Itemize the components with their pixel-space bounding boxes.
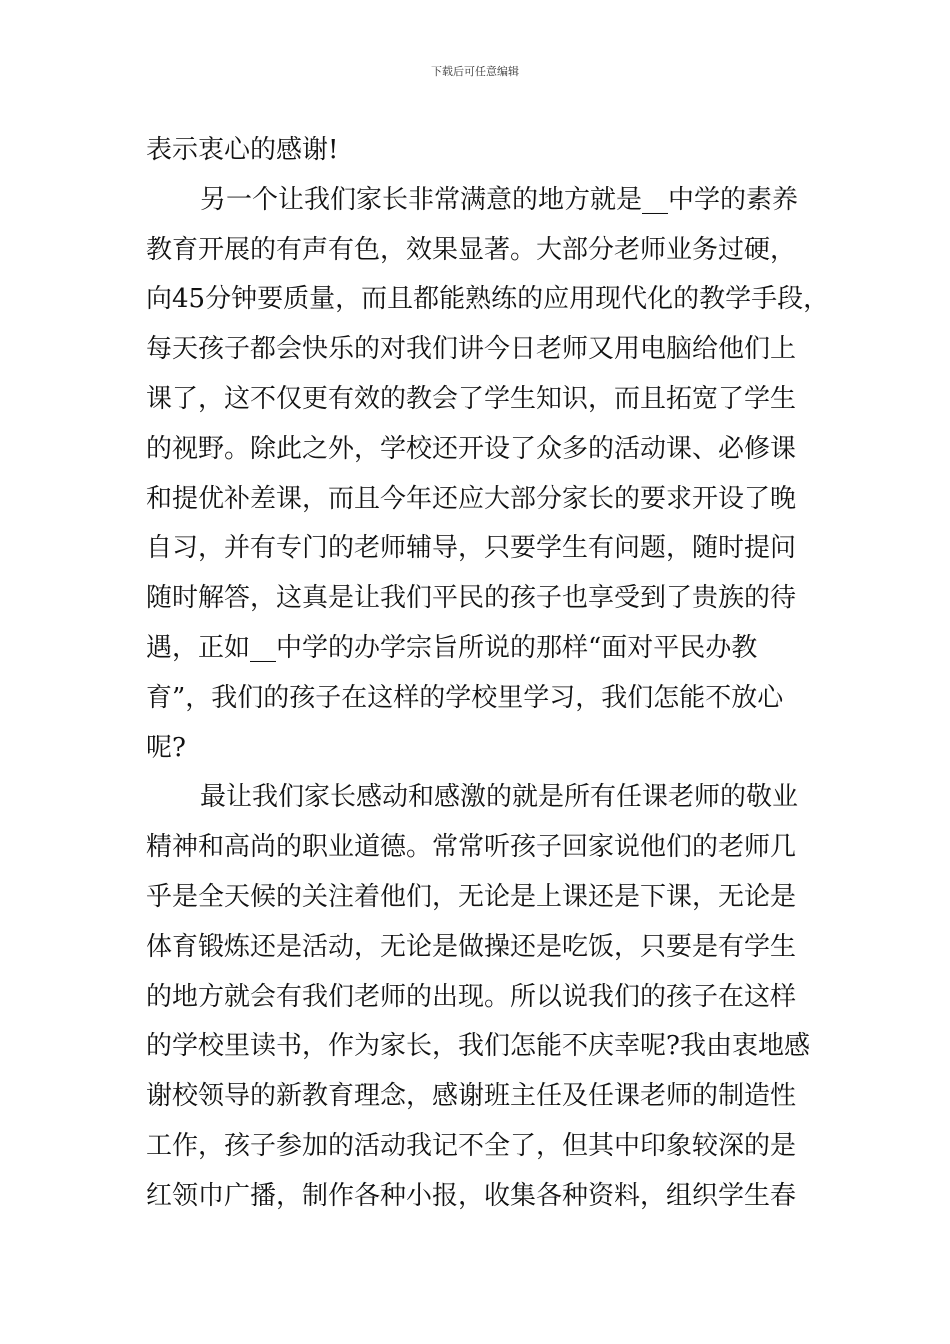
text-line: 遇，正如__中学的办学宗旨所说的那样“面对平民办教	[146, 632, 758, 663]
paragraph-first-line: 另一个让我们家长非常满意的地方就是__中学的素养	[200, 184, 799, 215]
paragraph-first-line: 最让我们家长感动和感激的就是所有任课老师的敬业	[200, 782, 799, 813]
text-line: 每天孩子都会快乐的对我们讲今日老师又用电脑给他们上	[146, 334, 797, 365]
text-line: 自习，并有专门的老师辅导，只要学生有问题，随时提问	[146, 533, 797, 564]
text-line: 表示衷心的感谢!	[146, 135, 339, 165]
text-line: 随时解答，这真是让我们平民的孩子也享受到了贵族的待	[146, 583, 797, 614]
text-line: 红领巾广播，制作各种小报，收集各种资料，组织学生春	[146, 1180, 797, 1211]
text-line: 和提优补差课，而且今年还应大部分家长的要求开设了晚	[146, 483, 797, 514]
text-line: 向45分钟要质量，而且都能熟练的应用现代化的教学手段，	[146, 284, 830, 315]
text-line: 的地方就会有我们老师的出现。所以说我们的孩子在这样	[146, 981, 797, 1012]
text-line: 教育开展的有声有色，效果显著。大部分老师业务过硬，	[146, 234, 797, 265]
document-body	[146, 126, 830, 1222]
text-line: 的学校里读书，作为家长，我们怎能不庆幸呢?我由衷地感	[146, 1031, 810, 1062]
text-line: 呢?	[146, 732, 186, 763]
text-line: 乎是全天候的关注着他们，无论是上课还是下课，无论是	[146, 881, 797, 912]
text-line: 谢校领导的新教育理念，感谢班主任及任课老师的制造性	[146, 1081, 797, 1112]
text-line: 的视野。除此之外，学校还开设了众多的活动课、必修课	[146, 433, 797, 464]
text-line: 体育锻炼还是活动，无论是做操还是吃饭，只要是有学生	[146, 931, 797, 962]
text-line: 工作，孩子参加的活动我记不全了，但其中印象较深的是	[146, 1130, 797, 1161]
text-line: 育”，我们的孩子在这样的学校里学习，我们怎能不放心	[146, 682, 784, 713]
text-line: 精神和高尚的职业道德。常常听孩子回家说他们的老师几	[146, 832, 797, 863]
page-header: 下载后可任意编辑	[431, 65, 519, 78]
text-line: 课了，这不仅更有效的教会了学生知识，而且拓宽了学生	[146, 383, 797, 414]
